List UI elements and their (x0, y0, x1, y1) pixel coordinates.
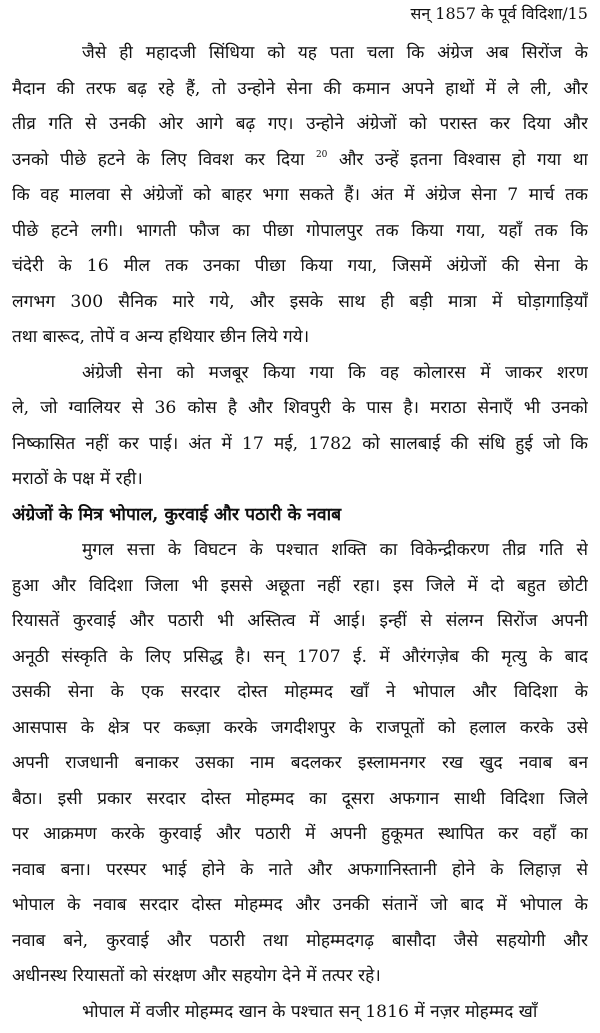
text-segment: उनको पीछे हटने के लिए विवश कर दिया (12, 149, 305, 170)
text-line: मुगल सत्ता के विघटन के पश्चात शक्ति का विकेन्द्रीकरण तीव्र गति से (82, 540, 588, 560)
running-header: सन् 1857 के पूर्व विदिशा/15 (410, 4, 588, 23)
text-line: अंग्रेजी सेना को मजबूर किया गया कि वह कोलारस में जाकर शरण (82, 362, 588, 383)
text-line: बैठा। इसी प्रकार सरदार दोस्त मोहम्मद का दूसरा अफगान साथी विदिशा जिले (12, 788, 588, 809)
body-text (12, 36, 588, 1030)
section-paragraph-2 (12, 995, 588, 1031)
section-paragraph-1 (12, 533, 588, 995)
paragraph-1 (12, 36, 588, 356)
text-line: पीछे हटने लगी। भागती फौज का पीछा गोपालपुर तक किया गया, यहाँ तक कि (12, 220, 588, 241)
text-line: तीव्र गति से उनकी ओर आगे बढ़ गए। उन्होने अंग्रेजों को परास्त कर दिया और (12, 114, 588, 134)
text-line-with-footnote (12, 143, 588, 179)
text-line: नवाब बना। परस्पर भाई होने के नाते और अफगानिस्तानी होने के लिहाज़ से (12, 859, 588, 880)
text-line: हुआ और विदिशा जिला भी इससे अछूता नहीं रहा। इस जिले में दो बहुत छोटी (12, 575, 588, 596)
text-line: भोपाल में वजीर मोहम्मद खान के पश्चात सन् 1816 में नज़र मोहम्मद खाँ (82, 1001, 538, 1022)
text-line: मराठों के पक्ष में रही। (12, 469, 143, 489)
text-line: ले, जो ग्वालियर से 36 कोस है और शिवपुरी के पास है। मराठा सेनाएँ भी उनको (12, 398, 588, 418)
text-line: भोपाल के नवाब सरदार दोस्त मोहम्मद और उनकी संतानें जो बाद में भोपाल के (12, 895, 588, 915)
paragraph-2 (12, 356, 588, 498)
text-line: नवाब बने, कुरवाई और पठारी तथा मोहम्मदगढ़ बासौदा जैसे सहयोगी और (12, 930, 588, 951)
section-heading: अंग्रेजों के मित्र भोपाल, कुरवाई और पठारी के नवाब (12, 504, 342, 525)
text-line: आसपास के क्षेत्र पर कब्ज़ा करके जगदीशपुर के राजपूतों को हलाल करके उसे (12, 717, 588, 738)
text-line: अधीनस्थ रियासतों को संरक्षण और सहयोग देने में तत्पर रहे। (12, 966, 381, 986)
text-segment: और उन्हें इतना विश्वास हो गया था (338, 149, 588, 170)
footnote-reference: 20 (315, 149, 328, 160)
text-line: चंदेरी के 16 मील तक उनका पीछा किया गया, जिसमें अंग्रेजों की सेना के (12, 256, 588, 276)
text-line: कि वह मालवा से अंग्रेजों को बाहर भगा सकते हैं। अंत में अंग्रेज सेना 7 मार्च तक (12, 185, 588, 205)
text-line: रियासतें कुरवाई और पठारी भी अस्तित्व में आई। इन्हीं से संलग्न सिरोंज अपनी (12, 611, 588, 631)
text-line: उसकी सेना के एक सरदार दोस्त मोहम्मद खाँ ने भोपाल और विदिशा के (12, 682, 588, 702)
text-line: निष्कासित नहीं कर पाई। अंत में 17 मई, 1782 को सालबाई की संधि हुई जो कि (12, 433, 588, 454)
text-line: लगभग 300 सैनिक मारे गये, और इसके साथ ही बड़ी मात्रा में घोड़ागाड़ियाँ (12, 291, 588, 312)
text-line: जैसे ही महादजी सिंधिया को यह पता चला कि अंग्रेज अब सिरोंज के (82, 43, 588, 63)
text-line: अनूठी संस्कृति के लिए प्रसिद्ध है। सन् 1707 ई. में औरंगज़ेब की मृत्यु के बाद (12, 646, 588, 667)
text-line: तथा बारूद, तोपें व अन्य हथियार छीन लिये गये। (12, 327, 310, 347)
text-line: पर आक्रमण करके कुरवाई और पठारी में अपनी हुकूमत स्थापित कर वहाँ का (12, 824, 588, 844)
text-line: अपनी राजधानी बनाकर उसका नाम बदलकर इस्लामनगर रख खुद नवाब बन (12, 753, 588, 773)
text-line: मैदान की तरफ बढ़ रहे हैं, तो उन्होने सेना की कमान अपने हाथों में ले ली, और (12, 78, 588, 99)
